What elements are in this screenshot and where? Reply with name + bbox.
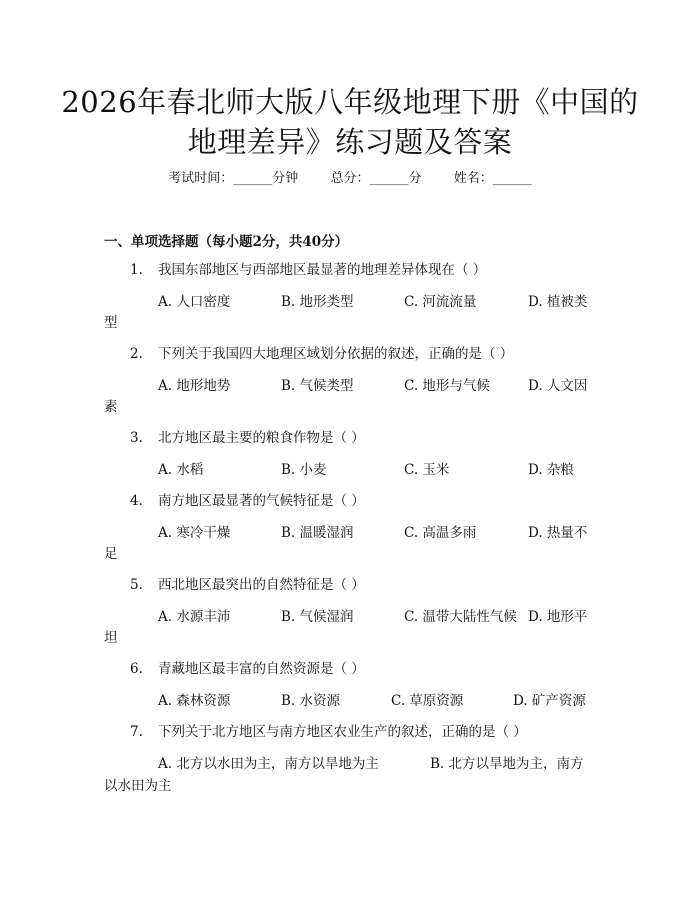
option-b: B. 北方以旱地为主，南方 (430, 756, 584, 772)
option-d: D. 人文因 (528, 378, 588, 394)
option-a: A. 人口密度 (158, 294, 231, 310)
option-b: B. 温暖湿润 (281, 525, 354, 541)
option-d: D. 植被类 (528, 294, 588, 310)
option-c: C. 河流流量 (404, 294, 477, 310)
option-d: D. 热量不 (528, 525, 588, 541)
option-b: B. 气候湿润 (281, 609, 354, 625)
option-c: C. 高温多雨 (404, 525, 477, 541)
exam-time-field: 考试时间：______分钟 (168, 171, 299, 186)
exam-meta (0, 170, 700, 188)
option-a: A. 寒冷干燥 (158, 525, 231, 541)
question-text: 南方地区最显著的气候特征是（ ） (158, 493, 365, 509)
question-3 (130, 429, 365, 447)
name-field: 姓名：______ (453, 171, 532, 186)
title-line-2: 地理差异》练习题及答案 (187, 125, 513, 159)
question-number: 7. (130, 724, 143, 740)
option-c: C. 地形与气候 (404, 378, 490, 394)
option-wrap: 足 (104, 546, 118, 562)
option-b: B. 小麦 (281, 462, 327, 478)
option-d: D. 地形平 (528, 609, 588, 625)
question-2 (130, 345, 513, 363)
question-text: 北方地区最主要的粮食作物是（ ） (158, 430, 365, 446)
question-5 (130, 576, 365, 594)
option-a: A. 地形地势 (158, 378, 231, 394)
question-number: 6. (130, 661, 143, 677)
question-7 (130, 723, 527, 741)
question-number: 4. (130, 493, 143, 509)
option-wrap: 素 (104, 399, 118, 415)
option-b: B. 气候类型 (281, 378, 354, 394)
question-number: 3. (130, 430, 143, 446)
question-1 (130, 261, 486, 279)
question-text: 下列关于我国四大地理区域划分依据的叙述，正确的是（ ） (158, 346, 514, 362)
option-wrap: 型 (104, 315, 118, 331)
option-wrap: 以水田为主 (104, 778, 172, 794)
option-c: C. 玉米 (404, 462, 450, 478)
option-a: A. 水源丰沛 (158, 609, 231, 625)
question-text: 西北地区最突出的自然特征是（ ） (158, 577, 365, 593)
question-number: 5. (130, 577, 143, 593)
option-a: A. 水稻 (158, 462, 204, 478)
option-c: C. 温带大陆性气候 (404, 609, 517, 625)
option-wrap: 坦 (104, 630, 118, 646)
total-score-field: 总分：______分 (330, 171, 422, 186)
option-a: A. 森林资源 (158, 693, 231, 709)
option-d: D. 杂粮 (528, 462, 574, 478)
question-text: 我国东部地区与西部地区最显著的地理差异体现在（ ） (158, 262, 487, 278)
title-line-1: 2026年春北师大版八年级地理下册《中国的 (61, 85, 639, 119)
option-d: D. 矿产资源 (513, 693, 586, 709)
question-number: 2. (130, 346, 143, 362)
question-text: 青藏地区最丰富的自然资源是（ ） (158, 661, 365, 677)
option-b: B. 地形类型 (281, 294, 354, 310)
option-b: B. 水资源 (281, 693, 341, 709)
section-heading: 一、单项选择题（每小题2分，共40分） (104, 234, 349, 250)
option-c: C. 草原资源 (391, 693, 464, 709)
option-a: A. 北方以水田为主，南方以旱地为主 (158, 756, 379, 772)
question-6 (130, 660, 365, 678)
question-4 (130, 492, 365, 510)
question-number: 1. (130, 262, 143, 278)
question-text: 下列关于北方地区与南方地区农业生产的叙述，正确的是（ ） (158, 724, 527, 740)
